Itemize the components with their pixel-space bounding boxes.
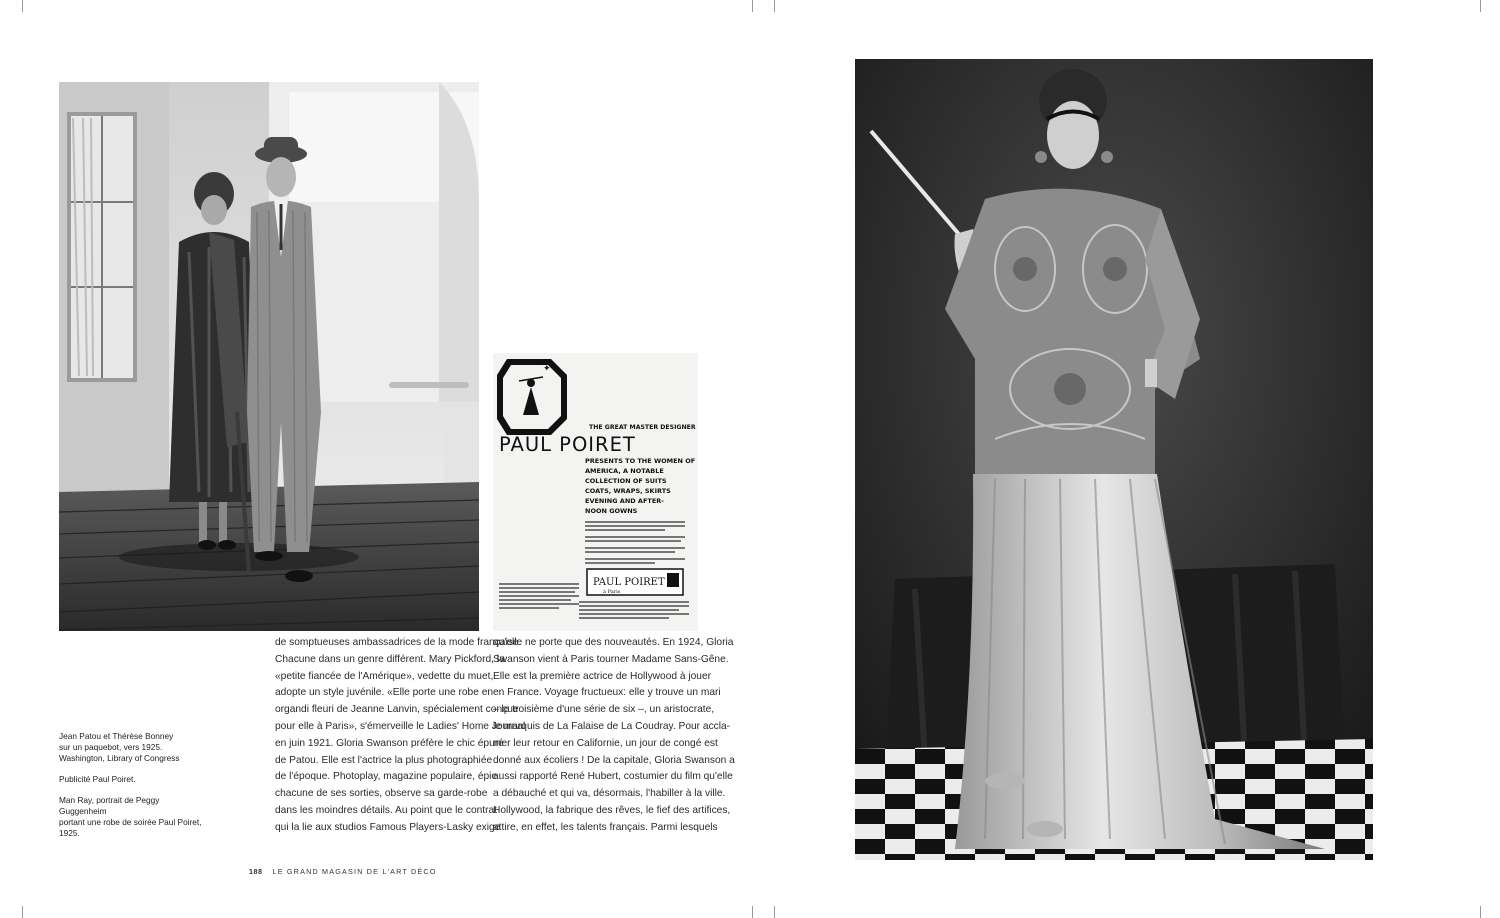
ad-label-city: à Paris xyxy=(603,589,621,595)
text-line: Chacune dans un genre différent. Mary Pickford, la xyxy=(275,653,505,665)
text-line: mer leur retour en Californie, un jour de congé est xyxy=(493,737,718,749)
ad-presents-line-4: COATS, WRAPS, SKIRTS xyxy=(585,487,671,495)
photo-patou-bonney xyxy=(59,82,479,631)
text-line: a débauché et qui va, désormais, l'habiller à la ville. xyxy=(493,788,726,800)
crop-mark-top-center-right xyxy=(774,0,775,12)
caption-man-ray xyxy=(59,795,209,839)
crop-mark-bottom-center-right xyxy=(774,906,775,918)
ad-brand: PAUL POIRET xyxy=(499,433,636,456)
ad-headline: THE GREAT MASTER DESIGNER xyxy=(589,424,696,431)
photo-peggy-guggenheim xyxy=(855,59,1373,860)
text-line: organdi fleuri de Jeanne Lanvin, spécialement conçue xyxy=(275,704,519,716)
text-line: de l'époque. Photoplay, magazine populaire, épie xyxy=(275,771,498,783)
crop-mark-top-left xyxy=(22,0,23,12)
body-text-column-1 xyxy=(275,635,526,837)
crop-mark-bottom-center-left xyxy=(752,906,753,918)
text-line: de somptueuses ambassadrices de la mode française. xyxy=(275,637,522,648)
page-folio xyxy=(249,867,437,876)
text-line: donné aux écoliers ! De la capitale, Gloria Swanson a xyxy=(493,754,735,766)
text-line: Swanson vient à Paris tourner Madame Sans-Gêne. xyxy=(493,653,729,665)
text-line: adopte un style juvénile. «Elle porte une robe en xyxy=(275,687,494,699)
caption-patou-bonney xyxy=(59,731,209,764)
body-text-column-2 xyxy=(493,635,735,837)
svg-text:✦: ✦ xyxy=(543,363,551,373)
caption-line: Jean Patou et Thérèse Bonney xyxy=(59,731,174,741)
text-line: qui la lie aux studios Famous Players-Lasky exige xyxy=(275,821,501,833)
text-line: en juin 1921. Gloria Swanson préfère le chic épuré xyxy=(275,737,504,749)
caption-line: 1925. xyxy=(59,828,80,838)
ad-label-brand: PAUL POIRET xyxy=(593,577,665,588)
text-line: qu'elle ne porte que des nouveautés. En 1924, Gloria xyxy=(493,637,734,648)
poiret-advertisement xyxy=(493,353,698,631)
caption-block xyxy=(59,731,209,849)
text-line: Hollywood, la fabrique des rêves, le fief des artifices, xyxy=(493,804,731,816)
caption-poiret-ad xyxy=(59,774,209,785)
text-line: dans les moindres détails. Au point que le contrat xyxy=(275,804,497,816)
page-number: 188 xyxy=(249,867,263,876)
text-line: de Patou. Elle est l'actrice la plus photographiée xyxy=(275,754,493,766)
caption-line: portant une robe de soirée Paul Poiret, xyxy=(59,817,202,827)
text-line: chacune de ses sorties, observe sa garde-robe xyxy=(275,788,488,800)
ad-presents-line-1: PRESENTS TO THE WOMEN OF xyxy=(585,457,696,465)
text-line: aussi rapporté René Hubert, costumier du film qu'elle xyxy=(493,771,733,783)
text-line: en France. Voyage fructueux: elle y trouve un mari xyxy=(493,687,721,699)
text-line: Elle est la première actrice de Hollywood à jouer xyxy=(493,670,712,682)
crop-mark-bottom-right xyxy=(1480,906,1481,918)
caption-line: Publicité Paul Poiret. xyxy=(59,774,136,784)
text-line: «petite fiancée de l'Amérique», vedette du muet, xyxy=(275,670,494,682)
ad-presents-line-3: COLLECTION OF SUITS xyxy=(585,477,667,485)
caption-line: sur un paquebot, vers 1925. xyxy=(59,742,163,752)
ad-presents-line-5: EVENING AND AFTER- xyxy=(585,497,664,505)
crop-mark-top-center-left xyxy=(752,0,753,12)
text-line: – le troisième d'une série de six –, un aristocrate, xyxy=(493,704,715,716)
crop-mark-bottom-left xyxy=(22,906,23,918)
caption-line: Man Ray, portrait de Peggy Guggenheim xyxy=(59,795,160,816)
ad-presents-line-6: NOON GOWNS xyxy=(585,507,638,515)
caption-line: Washington, Library of Congress xyxy=(59,753,180,763)
text-line: le marquis de La Falaise de La Coudray. Pour accla- xyxy=(493,720,731,732)
running-title: LE GRAND MAGASIN DE L'ART DÉCO xyxy=(272,867,437,876)
crop-mark-top-right xyxy=(1480,0,1481,12)
text-line: pour elle à Paris», s'émerveille le Ladies' Home Journal xyxy=(275,720,526,732)
text-line: attire, en effet, les talents français. Parmi lesquels xyxy=(493,821,718,833)
ad-presents-line-2: AMERICA, A NOTABLE xyxy=(585,467,664,475)
